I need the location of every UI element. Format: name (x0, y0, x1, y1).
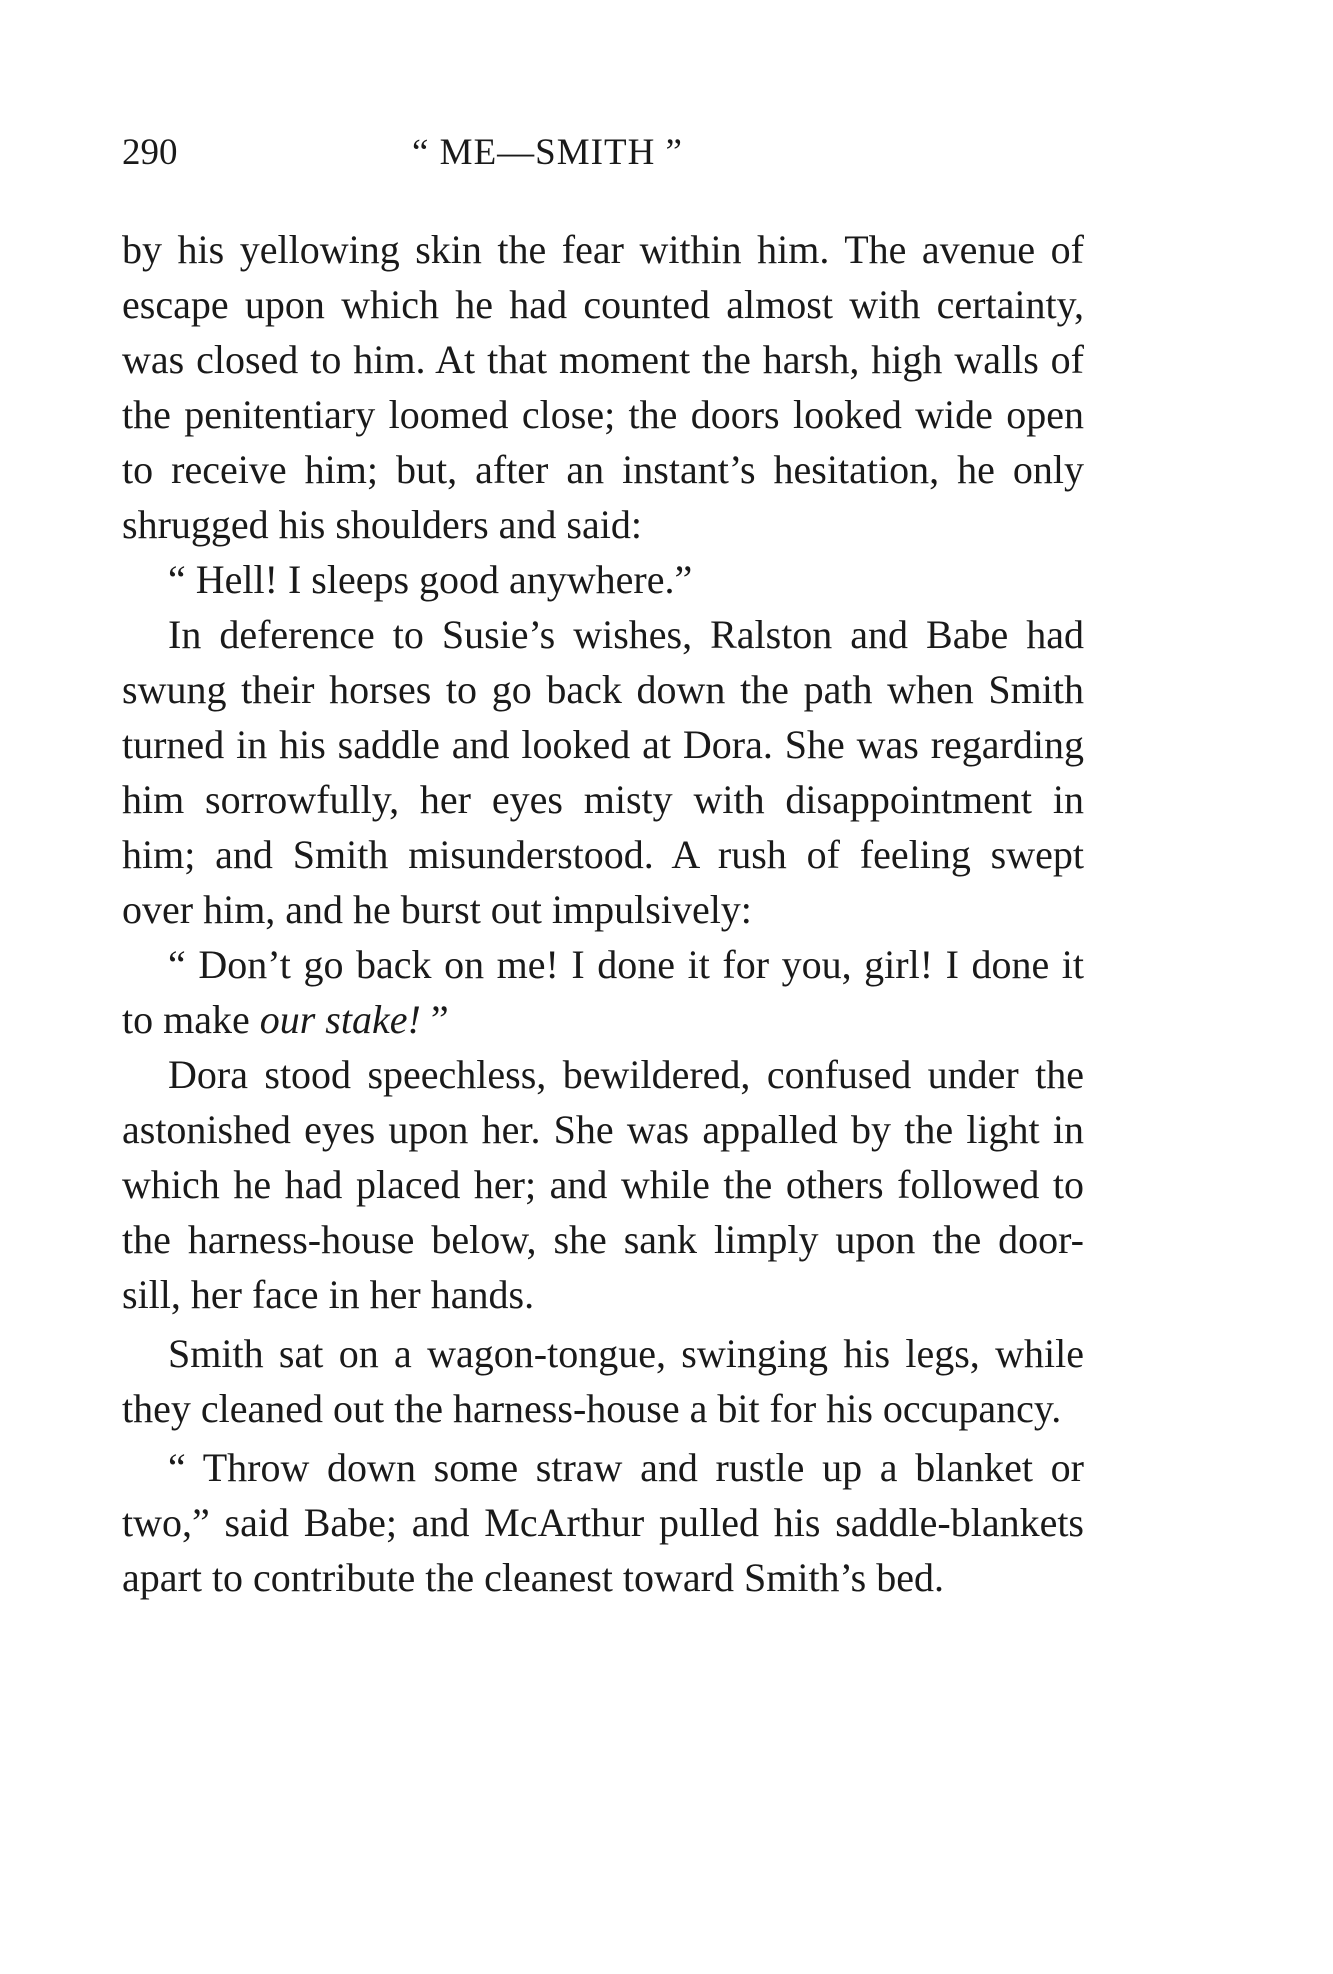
paragraph: In deference to Susie’s wishes, Ralston and Babe had swung their horses to go back down the path when Smith turned in his saddle and looked at Dora. She was regarding him sorrowfully, her eyes misty with disappointment in him; and Smith misunderstood. A rush of feeling swept over him, and he burst out impulsively: (122, 612, 1084, 932)
paragraph-text: “ Don’t go back on me! I done it for you, girl! I done it to make (122, 942, 1084, 1042)
paragraph-text: ” (420, 997, 449, 1042)
page-header (122, 128, 1090, 178)
page-number: 290 (122, 132, 178, 173)
paragraph (122, 937, 1084, 1047)
body-text (122, 222, 1084, 1605)
paragraph: “ Throw down some straw and rustle up a blanket or two,” said Babe; and McArthur pulled his saddle-blankets apart to contribute the cleanest toward Smith’s bed. (122, 1445, 1084, 1600)
paragraph: Dora stood speechless, bewildered, confused under the astonished eyes upon her. She was appalled by the light in which he had placed her; and while the others followed to the harness-house below, she sank limply upon the door-sill, her face in her hands. (122, 1052, 1084, 1317)
paragraph: “ Hell! I sleeps good anywhere.” (168, 557, 693, 602)
italic-text: our stake! (259, 997, 421, 1042)
running-head: “ ME—SMITH ” (412, 132, 683, 173)
paragraph: by his yellowing skin the fear within him. The avenue of escape upon which he had counted almost with certainty, was closed to him. At that moment the harsh, high walls of the penitentiary loomed close; the doors looked wide open to receive him; but, after an instant’s hesitation, he only shrugged his shoulders and said: (122, 227, 1084, 547)
paragraph: Smith sat on a wagon-tongue, swinging his legs, while they cleaned out the harness-house a bit for his occupancy. (122, 1331, 1084, 1431)
